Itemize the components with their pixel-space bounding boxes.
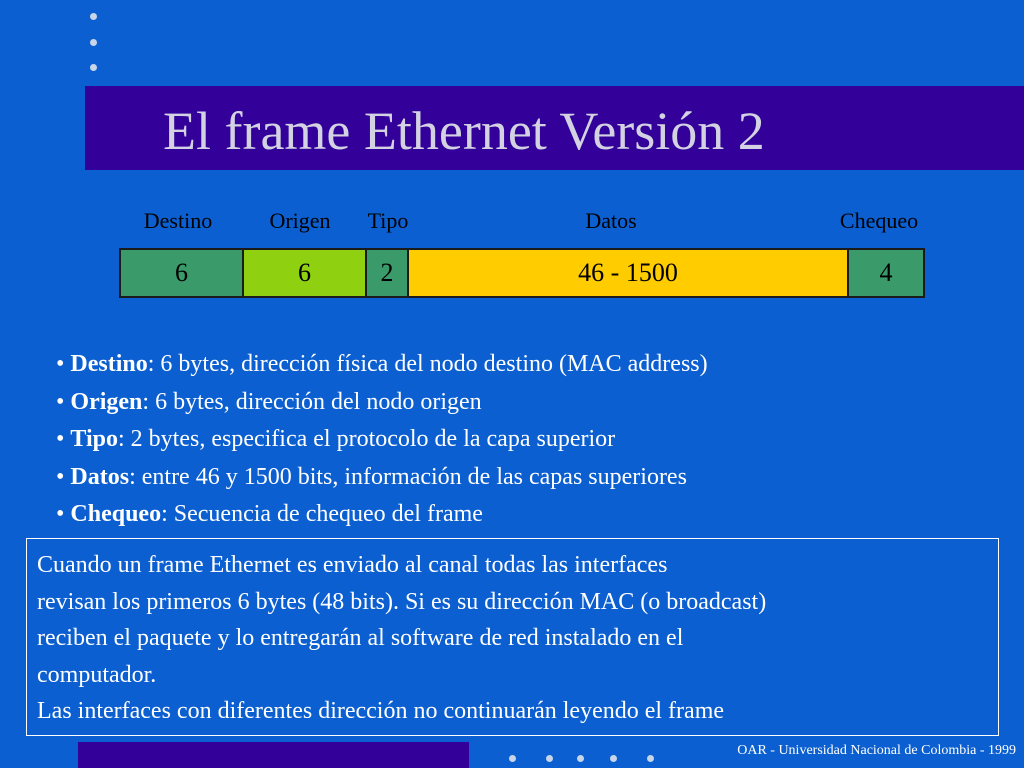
note-line: Cuando un frame Ethernet es enviado al canal todas las interfaces (37, 552, 668, 578)
note-line: Las interfaces con diferentes dirección no continuarán leyendo el frame (37, 698, 725, 724)
bullet-term: Tipo (70, 426, 118, 452)
field-label-chequeo: Chequeo (839, 208, 919, 233)
frame-cell-datos: 46 - 1500 (407, 248, 849, 298)
bullet-text: : 6 bytes, dirección del nodo origen (142, 388, 482, 415)
bullet-term: Origen (70, 388, 143, 415)
list-item: • Tipo: 2 bytes, especifica el protocolo de la capa superior (56, 426, 616, 452)
list-item: • Destino: 6 bytes, dirección física del nodo destino (MAC address) (56, 351, 708, 377)
note-line: reciben el paquete y lo entregarán al software de red instalado en el (37, 625, 684, 651)
bullet-text: : entre 46 y 1500 bits, información de las capas superiores (129, 463, 687, 490)
note-box (26, 538, 999, 736)
frame-cell-chequeo: 4 (847, 248, 925, 298)
bullet-term: Chequeo (70, 501, 162, 527)
decorative-dot (647, 755, 654, 762)
bullet-term: Destino (70, 351, 148, 377)
decorative-dot (90, 64, 97, 71)
decorative-dot (577, 755, 584, 762)
field-label-tipo: Tipo (367, 208, 409, 233)
frame-cell-destino: 6 (119, 248, 244, 298)
frame-cell-origen: 6 (242, 248, 367, 298)
decorative-dot (90, 13, 97, 20)
field-label-destino: Destino (143, 208, 213, 233)
decorative-dot (509, 755, 516, 762)
bullet-text: : Secuencia de chequeo del frame (161, 501, 483, 527)
field-label-origen: Origen (269, 208, 331, 233)
bullet-text: : 6 bytes, dirección física del nodo destino (MAC address) (147, 351, 708, 377)
list-item: • Datos: entre 46 y 1500 bits, información de las capas superiores (56, 463, 687, 490)
decorative-dot (546, 755, 553, 762)
field-description-list (56, 346, 708, 534)
bullet-text: : 2 bytes, especifica el protocolo de la capa superior (118, 426, 616, 452)
decorative-dot (610, 755, 617, 762)
page-title: El frame Ethernet Versión 2 (163, 101, 765, 161)
note-line: computador. (37, 661, 157, 688)
bullet-term: Datos (70, 463, 130, 490)
list-item: • Chequeo: Secuencia de chequeo del frame (56, 501, 483, 527)
frame-cell-tipo: 2 (365, 248, 409, 298)
note-line: revisan los primeros 6 bytes (48 bits). Si es su dirección MAC (o broadcast) (37, 588, 767, 615)
list-item: • Origen: 6 bytes, dirección del nodo origen (56, 388, 482, 415)
footer-credit: OAR - Universidad Nacional de Colombia - 1999 (737, 743, 1016, 758)
field-label-datos: Datos (585, 208, 637, 233)
decorative-dot (90, 39, 97, 46)
footer-band (78, 742, 469, 768)
